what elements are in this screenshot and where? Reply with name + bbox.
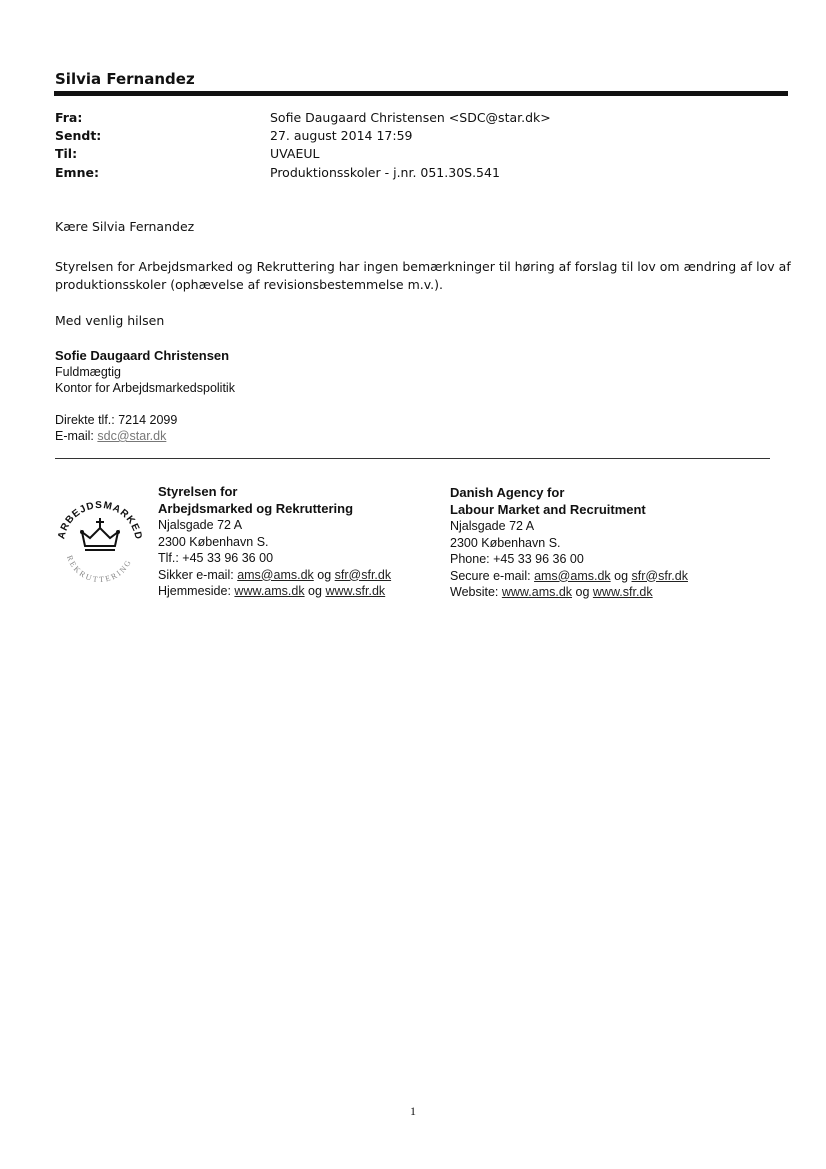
signature-title: Fuldmægtig [55,365,121,379]
logo-arc-text: ARBEJDSMARKED [56,499,144,542]
agency-en-secure-email [450,568,688,585]
signature-email-line [55,429,166,443]
agency-dk-name-2: Arbejdsmarked og Rekruttering [158,500,354,516]
from-label: Fra: [55,110,83,125]
email-link-ams[interactable]: ams@ams.dk [534,568,611,583]
signature-email-label: E-mail: [55,429,98,443]
og-text: og [304,584,326,598]
closing: Med venlig hilsen [55,313,165,328]
body-line-2: produktionsskoler (ophævelse af revisionsbestemmelse m.v.). [55,277,443,292]
signature-email-link[interactable]: sdc@star.dk [97,429,167,443]
agency-en-website [450,584,688,601]
agency-en-name-2: Labour Market and Recruitment [450,501,646,517]
website-label: Hjemmeside: [158,584,235,598]
page-number: 1 [410,1104,416,1118]
signature-phone: Direkte tlf.: 7214 2099 [55,413,178,427]
signature-divider [55,458,770,459]
og-text: og [610,568,632,583]
email-link-sfr[interactable]: sfr@sfr.dk [334,567,392,582]
web-link-sfr[interactable]: www.sfr.dk [592,585,653,599]
website-label: Website: [450,585,502,599]
og-text: og [313,567,335,582]
web-link-sfr[interactable]: www.sfr.dk [325,584,386,598]
web-link-ams[interactable]: www.ams.dk [501,585,573,599]
email-link-ams[interactable]: ams@ams.dk [237,567,314,582]
crown-icon [52,488,148,584]
logo-bottom-text: REKRUTTERING [65,554,134,584]
secure-email-label: Sikker e-mail: [158,567,238,582]
greeting: Kære Silvia Fernandez [55,219,195,234]
agency-en-phone: Phone: +45 33 96 36 00 [450,552,584,566]
svg-text:REKRUTTERING [65,554,134,584]
to-label: Til: [55,146,78,161]
og-text: og [572,585,593,599]
sent-value: 27. august 2014 17:59 [270,128,413,143]
body-line-1: Styrelsen for Arbejdsmarked og Rekruttering har ingen bemærkninger til høring af forslag til lov om ændring af lov af [55,259,791,274]
agency-dk-secure-email [158,567,391,584]
agency-en-city: 2300 København S. [450,535,561,550]
header-divider [54,91,788,96]
web-link-ams[interactable]: www.ams.dk [234,584,305,598]
agency-dk-street: Njalsgade 72 A [158,518,243,532]
document-owner-name: Silvia Fernandez [55,70,195,88]
agency-en-block [450,485,688,601]
secure-email-label: Secure e-mail: [450,568,535,583]
signature-office: Kontor for Arbejdsmarkedspolitik [55,381,235,395]
agency-dk-name-1: Styrelsen for [158,484,238,499]
agency-en-street: Njalsgade 72 A [450,519,535,533]
subject-label: Emne: [55,165,99,180]
from-value: Sofie Daugaard Christensen <SDC@star.dk> [270,110,551,125]
agency-dk-phone: Tlf.: +45 33 96 36 00 [158,551,274,565]
agency-dk-website [158,583,391,600]
signature-name: Sofie Daugaard Christensen [55,348,230,363]
sent-label: Sendt: [55,128,102,143]
agency-dk-city: 2300 København S. [158,534,269,549]
to-value: UVAEUL [270,146,320,161]
agency-en-name-1: Danish Agency for [450,485,565,500]
subject-value: Produktionsskoler - j.nr. 051.30S.541 [270,165,500,180]
email-link-sfr[interactable]: sfr@sfr.dk [631,568,688,583]
agency-logo [52,488,148,584]
agency-dk-block [158,484,391,600]
